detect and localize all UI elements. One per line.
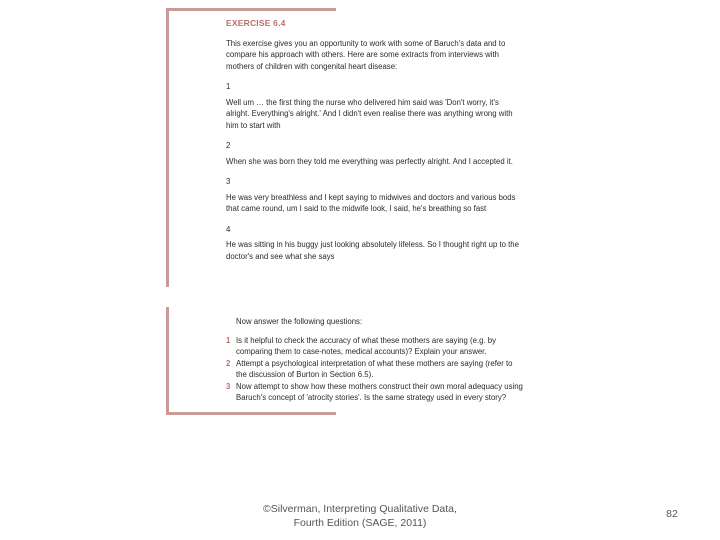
page-number: 82 [666,508,678,520]
extract-number: 3 [226,177,231,186]
question-text: Now attempt to show how these mothers construct their own moral adequacy using Baruch's concept of 'atrocity stories'. Is the same strategy used in every story? [236,381,523,402]
question-text: Is it helpful to check the accuracy of what these mothers are saying (e.g. by comparing them to case-notes, medical accounts)? Explain your answer. [236,335,497,356]
citation-line: ©Silverman, Interpreting Qualitative Data, [263,503,457,515]
questions-section [226,316,524,404]
questions-intro: Now answer the following questions: [236,317,363,326]
exercise-title: EXERCISE 6.4 [226,18,286,28]
question-number: 2 [226,358,231,368]
extract-text: When she was born they told me everything was perfectly alright. And I accepted it. [226,156,513,166]
extract-number: 4 [226,224,231,234]
exercise-content [226,18,524,262]
extract-number: 1 [226,82,231,91]
extract-text: He was sitting in his buggy just looking absolutely lifeless. So I thought right up to the doctor's and see what she says [226,240,519,261]
frame-bottom-rule [166,412,336,415]
footer-citation [230,502,490,530]
question-item [226,335,524,358]
question-number: 1 [226,335,231,345]
frame-top-rule [166,8,336,11]
question-text: Attempt a psychological interpretation of what these mothers are saying (refer to the discussion of Burton in Section 6.5). [236,358,513,379]
citation-line: Fourth Edition (SAGE, 2011) [293,517,427,529]
frame-left-rule [166,8,169,287]
extract-text: He was very breathless and I kept saying to midwives and doctors and various bods that came round, um I said to the midwife look, I said, he's breathing so fast [226,192,516,213]
extract-text: Well um … the first thing the nurse who delivered him said was 'Don't worry, it's alright. Everything's alright.' And I didn't even realise there was anything wrong with him to start with [226,97,513,130]
question-item [226,381,524,404]
question-item [226,358,524,381]
frame-left-rule [166,307,169,415]
question-number: 3 [226,381,231,391]
exercise-intro: This exercise gives you an opportunity to work with some of Baruch's data and to compare his approach with others. Here are some extracts from interviews with mothers of children with congenital heart disease: [226,38,506,71]
extract-number: 2 [226,141,231,150]
